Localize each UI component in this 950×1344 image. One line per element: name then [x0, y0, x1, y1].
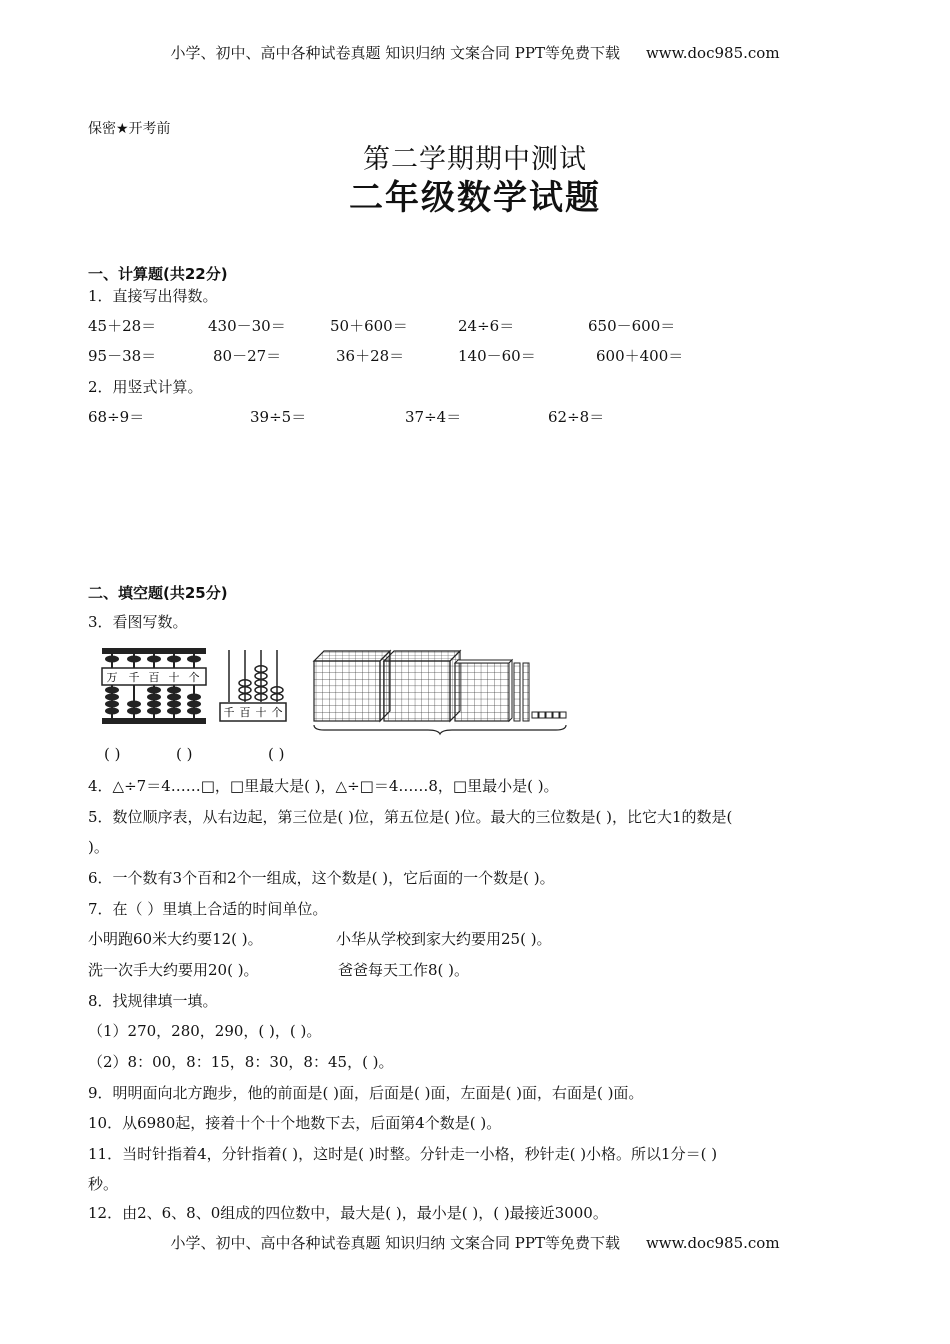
abacus-2	[220, 650, 286, 721]
abacus-2-label: 个	[271, 706, 283, 719]
confidential-label: 保密★开考前	[88, 121, 171, 137]
unit-cubes	[532, 712, 566, 718]
footer-text: 小学、初中、高中各种试卷真题 知识归纳 文案合同 PPT等免费下载	[170, 1234, 620, 1252]
q9: 9．明明面向北方跑步，他的前面是( )面，后面是( )面，左面是( )面，右面是( )面。	[88, 1084, 644, 1102]
exam-subtitle: 第二学期期中测试	[363, 144, 587, 175]
q7-item: 洗一次手大约要用20( )。	[88, 961, 259, 979]
thousand-cube	[384, 651, 460, 721]
page-header	[0, 42, 950, 63]
q2-prompt: 2．用竖式计算。	[88, 378, 203, 396]
q8-item: （2）8：00，8：15，8：30，8：45，( )。	[88, 1053, 394, 1071]
q2-item: 62÷8＝	[548, 408, 605, 426]
abacus-1-label: 百	[148, 671, 160, 684]
page-footer	[0, 1232, 950, 1253]
q3-blank[interactable]: ( )	[268, 745, 285, 763]
q5: 5．数位顺序表，从右边起，第三位是( )位，第五位是( )位。最大的三位数是( )，比它大1的数是(	[88, 808, 733, 826]
q1-item: 430－30＝	[208, 317, 286, 335]
thousand-cube	[314, 651, 390, 721]
q7-item: 爸爸每天工作8( )。	[338, 961, 470, 979]
q8-item: （1）270，280，290，( )，( )。	[88, 1022, 322, 1040]
q1-item: 140－60＝	[458, 347, 536, 365]
abacus-2-label: 百	[239, 706, 251, 719]
abacus-1-label: 十	[168, 671, 180, 684]
q1-item: 36＋28＝	[336, 347, 405, 365]
q1-item: 50＋600＝	[330, 317, 408, 335]
q11: 11．当时针指着4，分针指着( )，这时是( )时整。分针走一小格，秒针走( )小格。所以1分＝( )	[88, 1145, 718, 1163]
abacus-1-label: 万	[106, 671, 118, 684]
q3-blank[interactable]: ( )	[104, 745, 121, 763]
q5-cont: )。	[88, 838, 109, 856]
abacus-1-label: 个	[188, 671, 200, 684]
section-2-heading: 二、填空题(共25分)	[88, 584, 228, 602]
footer-url[interactable]: www.doc985.com	[645, 1234, 780, 1252]
abacus-1-label: 千	[128, 671, 140, 684]
q11-cont: 秒。	[88, 1175, 119, 1193]
section-1-heading: 一、计算题(共22分)	[88, 265, 228, 283]
q10: 10．从6980起，接着十个十个地数下去，后面第4个数是( )。	[88, 1114, 502, 1132]
header-text: 小学、初中、高中各种试卷真题 知识归纳 文案合同 PPT等免费下载	[170, 44, 620, 62]
q8-prompt: 8．找规律填一填。	[88, 992, 218, 1010]
exam-title: 二年级数学试题	[349, 178, 601, 218]
q1-item: 80－27＝	[213, 347, 282, 365]
ten-rod	[514, 663, 529, 721]
q2-item: 37÷4＝	[405, 408, 462, 426]
q7-item: 小华从学校到家大约要用25( )。	[336, 930, 552, 948]
q12: 12．由2、6、8、0组成的四位数中，最大是( )，最小是( )，( )最接近3000。	[88, 1204, 608, 1222]
abacus-2-label: 十	[255, 706, 267, 719]
q3-prompt: 3．看图写数。	[88, 613, 188, 631]
q7-prompt: 7．在（ ）里填上合适的时间单位。	[88, 900, 328, 918]
q2-item: 68÷9＝	[88, 408, 145, 426]
brace-icon	[314, 725, 566, 734]
q2-item: 39÷5＝	[250, 408, 307, 426]
abacus-2-label: 千	[223, 706, 235, 719]
q3-figure	[98, 646, 578, 736]
q1-item: 650－600＝	[588, 317, 676, 335]
q7-item: 小明跑60米大约要12( )。	[88, 930, 263, 948]
q1-item: 24÷6＝	[458, 317, 515, 335]
abacus-1	[102, 648, 206, 724]
q1-item: 45＋28＝	[88, 317, 157, 335]
q1-prompt: 1．直接写出得数。	[88, 287, 218, 305]
hundred-flat	[455, 660, 512, 721]
header-url[interactable]: www.doc985.com	[645, 44, 780, 62]
q3-blank[interactable]: ( )	[176, 745, 193, 763]
q4: 4．△÷7＝4……□，□里最大是( )，△÷□＝4……8，□里最小是( )。	[88, 777, 559, 795]
q1-item: 600＋400＝	[596, 347, 684, 365]
q6: 6．一个数有3个百和2个一组成，这个数是( )，它后面的一个数是( )。	[88, 869, 555, 887]
q1-item: 95－38＝	[88, 347, 157, 365]
